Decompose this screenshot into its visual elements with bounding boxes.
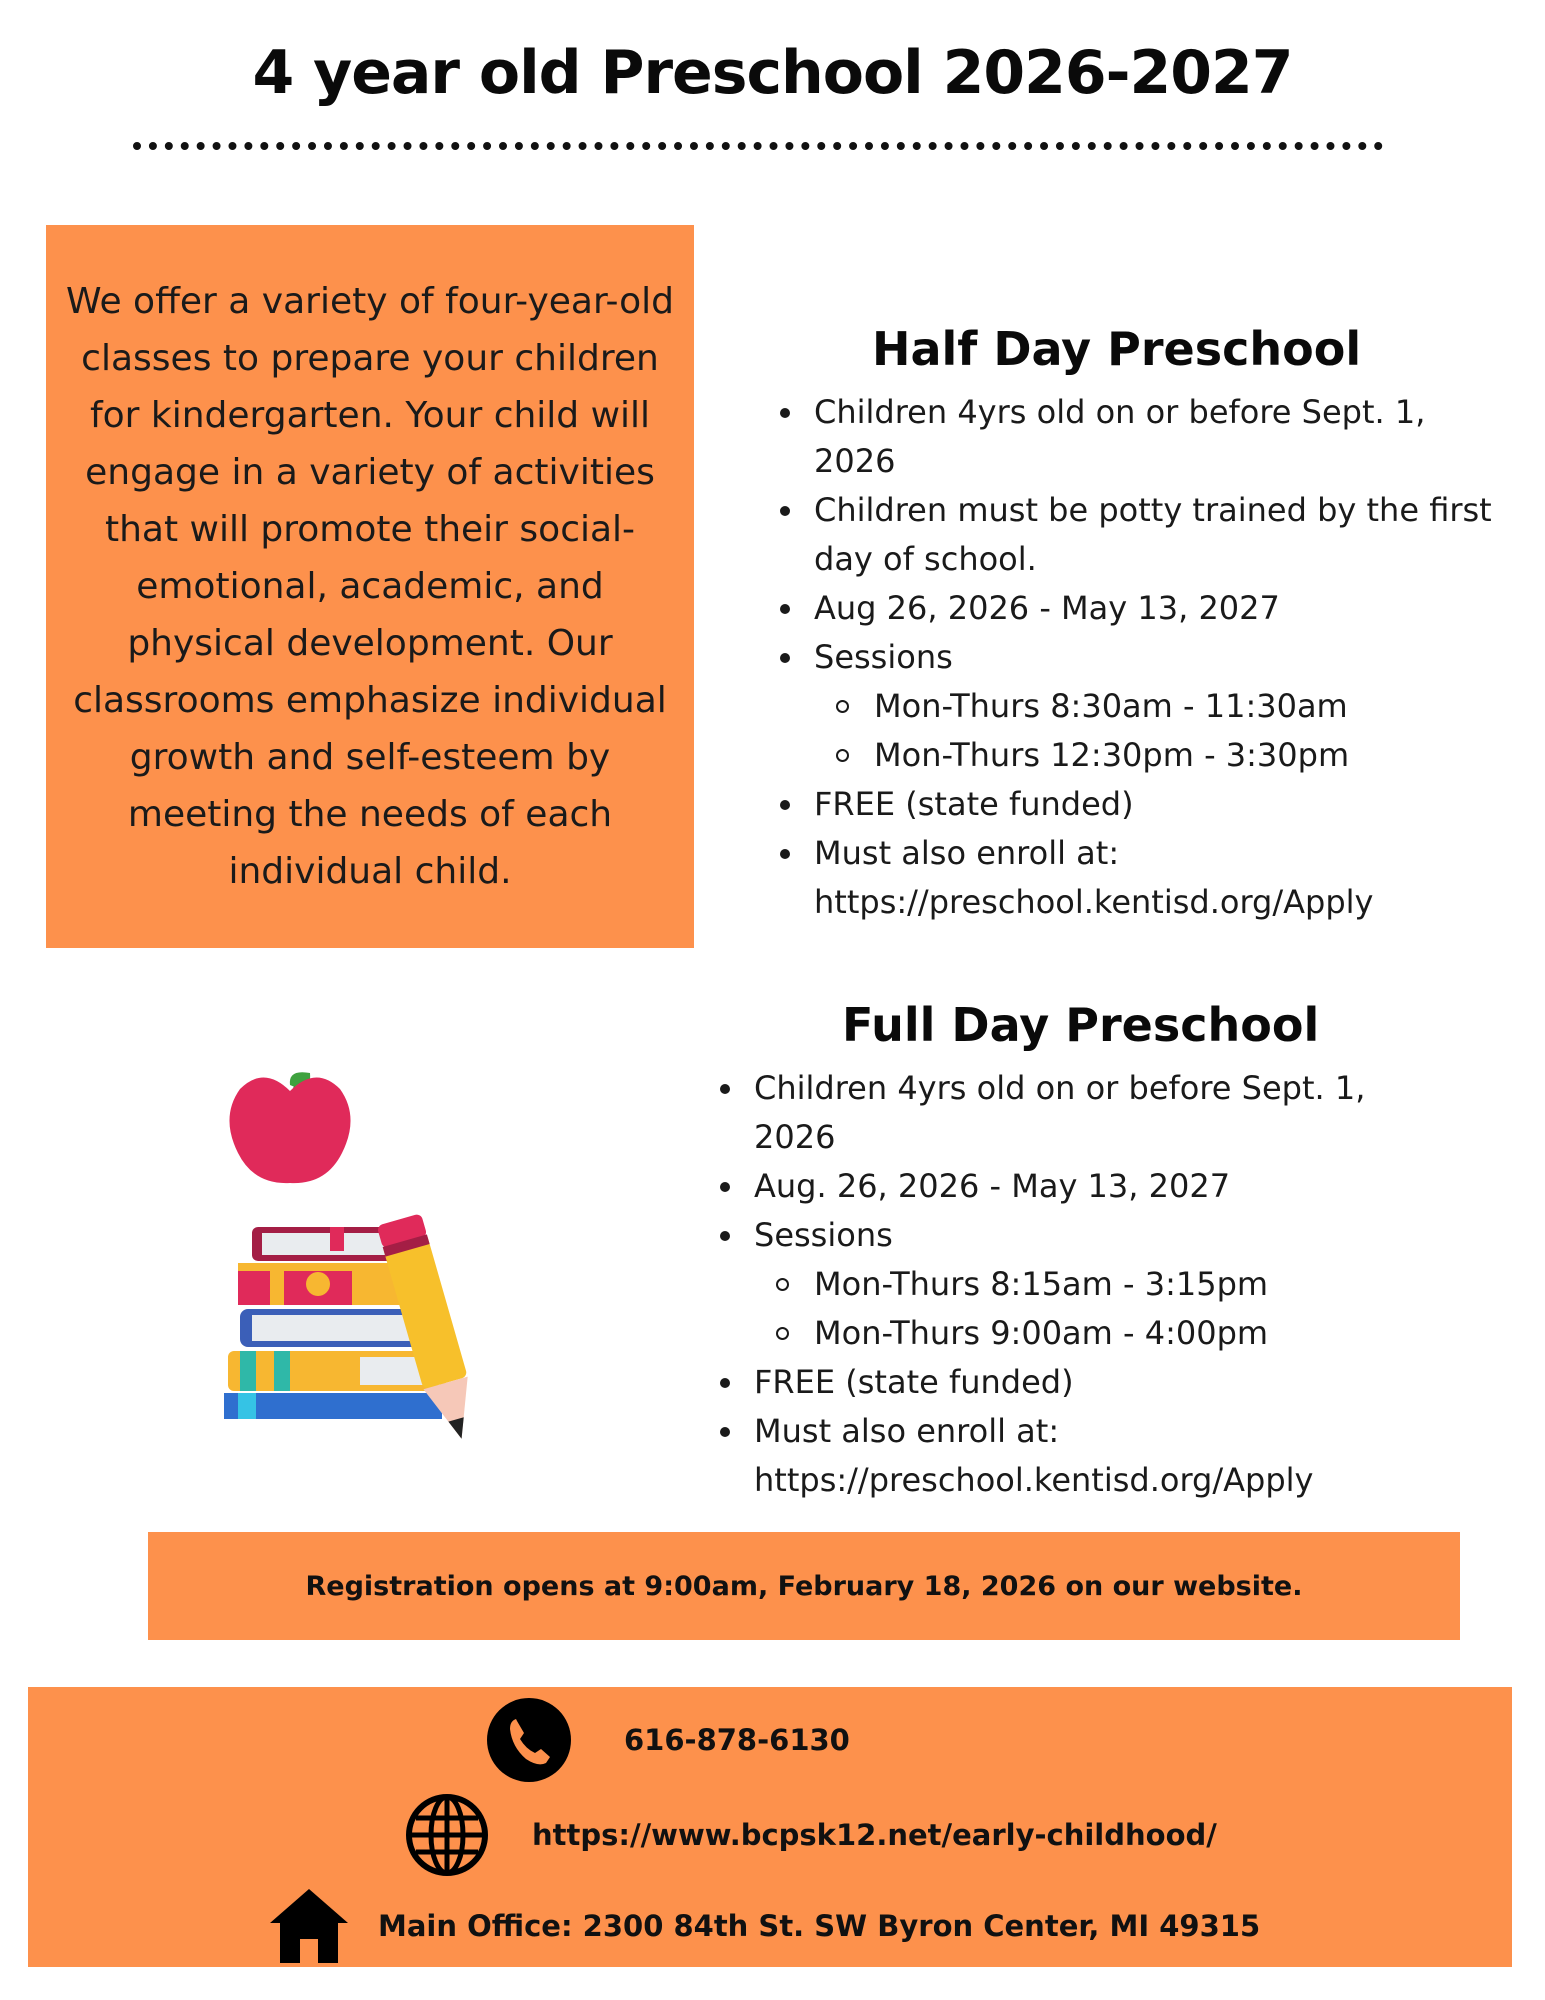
session-item: Mon-Thurs 8:30am - 11:30am [814,682,1496,731]
full-day-heading: Full Day Preschool [842,998,1320,1052]
session-item: Mon-Thurs 12:30pm - 3:30pm [814,731,1496,780]
list-item: Children 4yrs old on or before Sept. 1, 2026 [776,388,1496,486]
phone-icon [486,1697,572,1783]
bullet-icon [720,1378,730,1388]
list-item: Aug. 26, 2026 - May 13, 2027 [716,1162,1436,1211]
bullet-icon [780,653,790,663]
contact-panel [28,1687,1512,1967]
sub-bullet-icon [836,749,849,762]
bullet-icon [720,1084,730,1094]
contact-website: https://www.bcpsk12.net/early-childhood/ [532,1818,1217,1852]
contact-phone: 616-878-6130 [624,1723,850,1757]
intro-text: We offer a variety of four-year-old classes to prepare your children for kindergarten. Your child will engage in a variety of activities that will promote their social-emotional, academic, and physical development. Our classrooms emphasize individual growth and self-esteem by meeting the needs of each individual child. [65,281,675,892]
list-item: Sessions Mon-Thurs 8:15am - 3:15pm Mon-Thurs 9:00am - 4:00pm [716,1211,1436,1358]
list-item: Children must be potty trained by the first day of school. [776,486,1496,584]
bullet-icon [780,849,790,859]
contact-office-row [268,1883,1260,1969]
sessions-list [814,682,1496,780]
full-day-list [716,1064,1436,1505]
half-day-heading: Half Day Preschool [872,322,1362,376]
bullet-icon [720,1427,730,1437]
list-item: Sessions Mon-Thurs 8:30am - 11:30am Mon-Thurs 12:30pm - 3:30pm [776,633,1496,780]
sub-bullet-icon [836,700,849,713]
sub-bullet-icon [776,1327,789,1340]
list-item: Must also enroll at: https://preschool.kentisd.org/Apply [716,1407,1436,1505]
bullet-icon [780,604,790,614]
registration-text: Registration opens at 9:00am, February 18, 2026 on our website. [305,1570,1303,1602]
page-title: 4 year old Preschool 2026-2027 [252,38,1293,108]
list-item: Aug 26, 2026 - May 13, 2027 [776,584,1496,633]
list-item: FREE (state funded) [776,780,1496,829]
sessions-list [754,1260,1436,1358]
session-item: Mon-Thurs 9:00am - 4:00pm [754,1309,1436,1358]
contact-office: Main Office: 2300 84th St. SW Byron Center, MI 49315 [378,1909,1261,1943]
bullet-icon [720,1231,730,1241]
bullet-icon [780,800,790,810]
list-item: Must also enroll at: https://preschool.kentisd.org/Apply [776,829,1496,927]
bullet-icon [780,408,790,418]
contact-website-row [404,1792,1217,1878]
registration-banner [148,1532,1460,1640]
sub-bullet-icon [776,1278,789,1291]
enroll-link: https://preschool.kentisd.org/Apply [754,1461,1314,1499]
list-item: FREE (state funded) [716,1358,1436,1407]
home-icon [268,1887,350,1965]
globe-icon [404,1792,490,1878]
apple-books-pencil-illustration [210,1065,530,1455]
list-item: Children 4yrs old on or before Sept. 1, 2026 [716,1064,1436,1162]
half-day-list [776,388,1496,927]
session-item: Mon-Thurs 8:15am - 3:15pm [754,1260,1436,1309]
bullet-icon [720,1182,730,1192]
bullet-icon [780,506,790,516]
contact-phone-row [486,1697,850,1783]
dotted-divider [133,142,1383,150]
enroll-link: https://preschool.kentisd.org/Apply [814,883,1374,921]
intro-box [46,225,694,948]
